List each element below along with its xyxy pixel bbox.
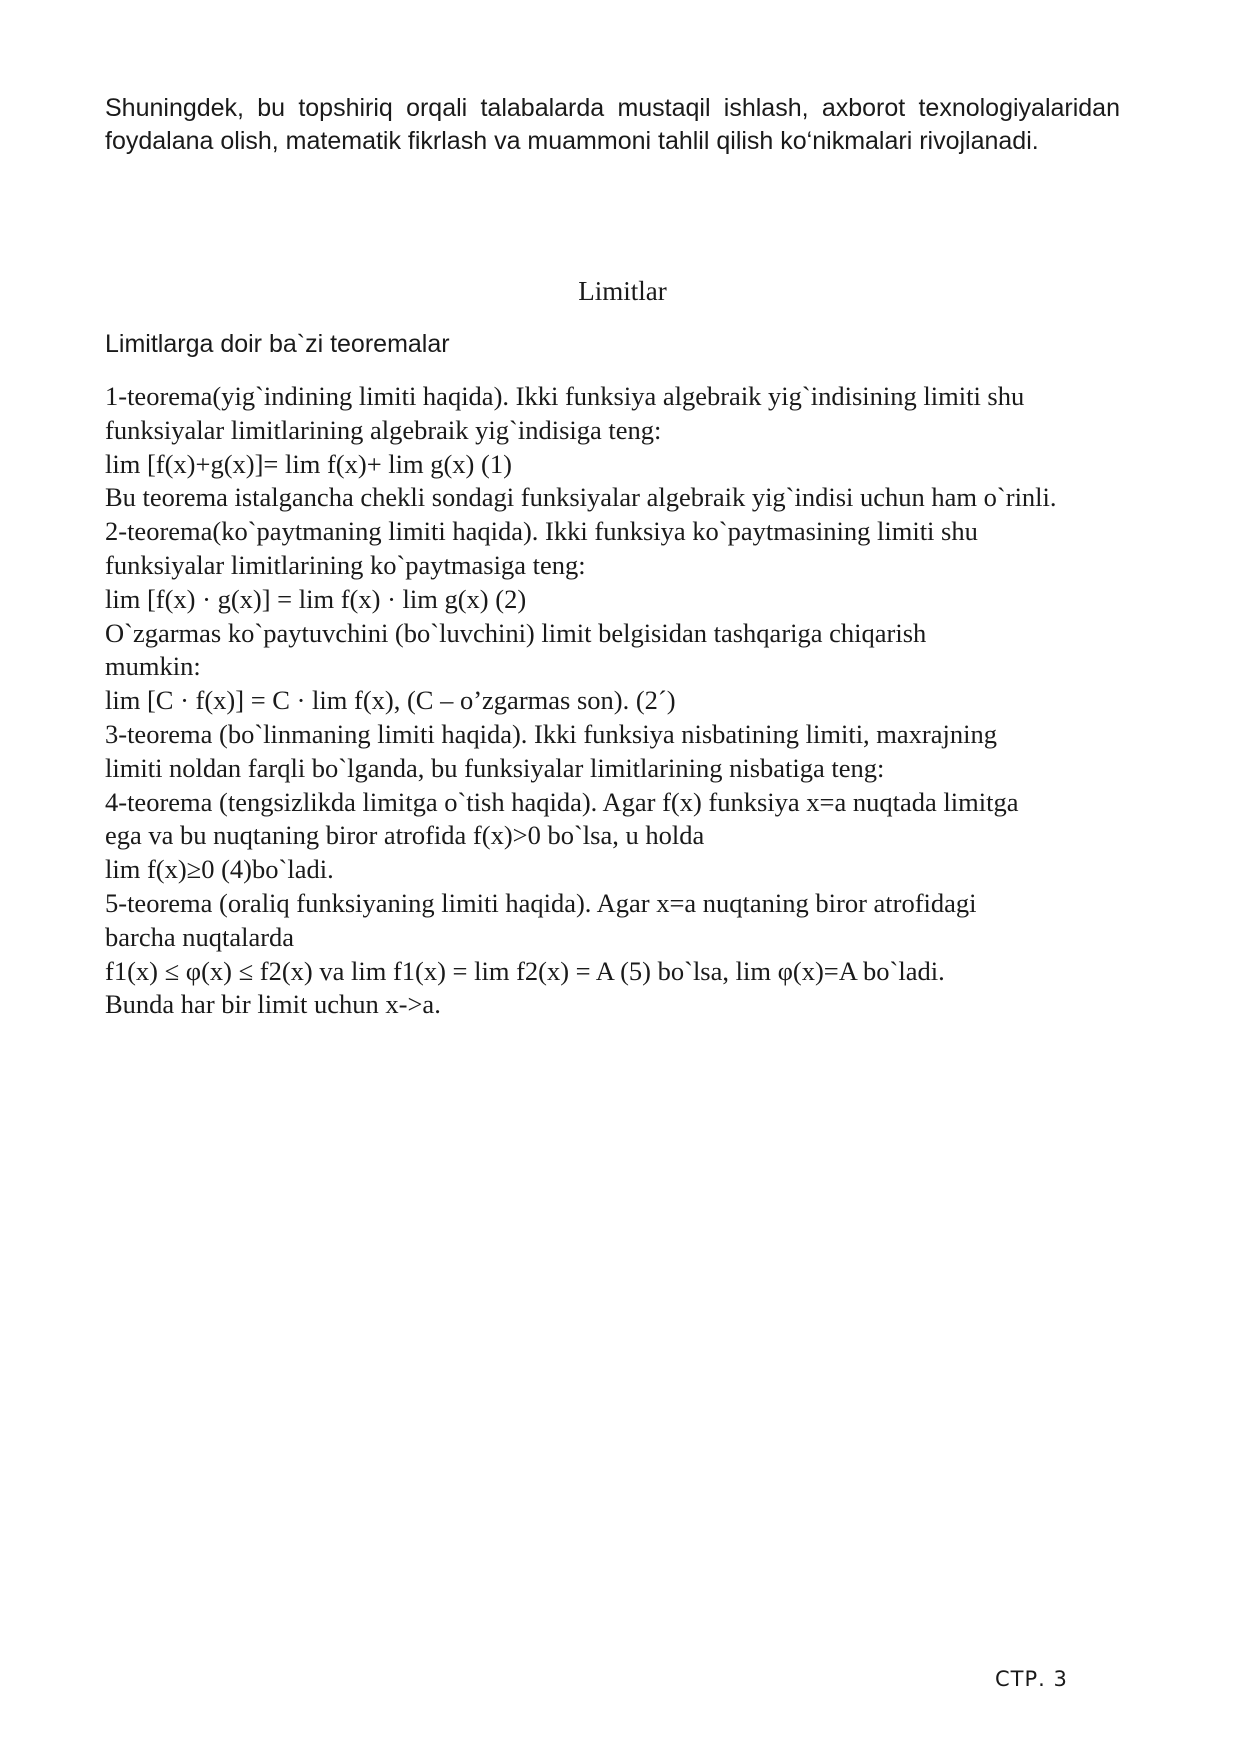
formula-2: lim [f(x) · g(x)] = lim f(x) · lim g(x) (2) — [105, 583, 527, 614]
theorem-2-statement-cont: funksiyalar limitlarining ko`paytmasiga teng: — [105, 549, 586, 580]
theorem-4-statement-cont: ega va bu nuqtaning biror atrofida f(x)>0 bo`lsa, u holda — [105, 820, 705, 851]
formula-5: f1(x) ≤ φ(x) ≤ f2(x) va lim f1(x) = lim f2(x) = A (5) bo`lsa, lim φ(x)=A bo`ladi. — [105, 955, 945, 986]
constant-factor-note: O`zgarmas ko`paytuvchini (bo`luvchini) limit belgisidan tashqariga chiqarish — [105, 617, 927, 648]
theorem-5-statement: 5-teorema (oraliq funksiyaning limiti haqida). Agar x=a nuqtaning biror atrofidagi — [105, 887, 977, 918]
theorem-5-statement-cont: barcha nuqtalarda — [105, 921, 295, 952]
intro-paragraph: Shuningdek, bu topshiriq orqali talabalarda mustaqil ishlash, axborot texnologiyalaridan foydalana olish, matematik fikrlash va muammoni tahlil qilish ko‘nikmalari rivojlanadi. — [105, 94, 1120, 155]
theorem-1-statement: 1-teorema(yig`indining limiti haqida). Ikki funksiya algebraik yig`indisining limiti shu — [105, 381, 1025, 411]
formula-1: lim [f(x)+g(x)]= lim f(x)+ lim g(x) (1) — [105, 448, 512, 479]
formula-4: lim f(x)≥0 (4)bo`ladi. — [105, 854, 334, 885]
section-title: Limitlar — [578, 276, 667, 306]
constant-factor-note-cont: mumkin: — [105, 651, 201, 682]
theorem-5-note: Bunda har bir limit uchun x->a. — [105, 989, 441, 1020]
theorem-3-statement: 3-teorema (bo`linmaning limiti haqida). Ikki funksiya nisbatining limiti, maxrajning — [105, 718, 997, 749]
theorem-3-statement-cont: limiti noldan farqli bo`lganda, bu funksiyalar limitlarining nisbatiga teng: — [105, 752, 885, 783]
formula-2-prime: lim [C · f(x)] = C · lim f(x), (C – o’zgarmas son). (2´) — [105, 685, 676, 716]
page-number: СТР. 3 — [995, 1667, 1068, 1691]
theorem-2-statement: 2-teorema(ko`paytmaning limiti haqida). Ikki funksiya ko`paytmasining limiti shu — [105, 516, 978, 547]
section-subtitle: Limitlarga doir ba`zi teoremalar — [105, 330, 450, 358]
theorem-1-statement-cont: funksiyalar limitlarining algebraik yig`indisiga teng: — [105, 414, 662, 445]
theorem-1-note: Bu teorema istalgancha chekli sondagi funksiyalar algebraik yig`indisi uchun ham o`rinli. — [105, 482, 1057, 513]
theorem-4-statement: 4-teorema (tengsizlikda limitga o`tish haqida). Agar f(x) funksiya x=a nuqtada limitga — [105, 786, 1019, 817]
theorems-body — [105, 380, 1120, 1022]
